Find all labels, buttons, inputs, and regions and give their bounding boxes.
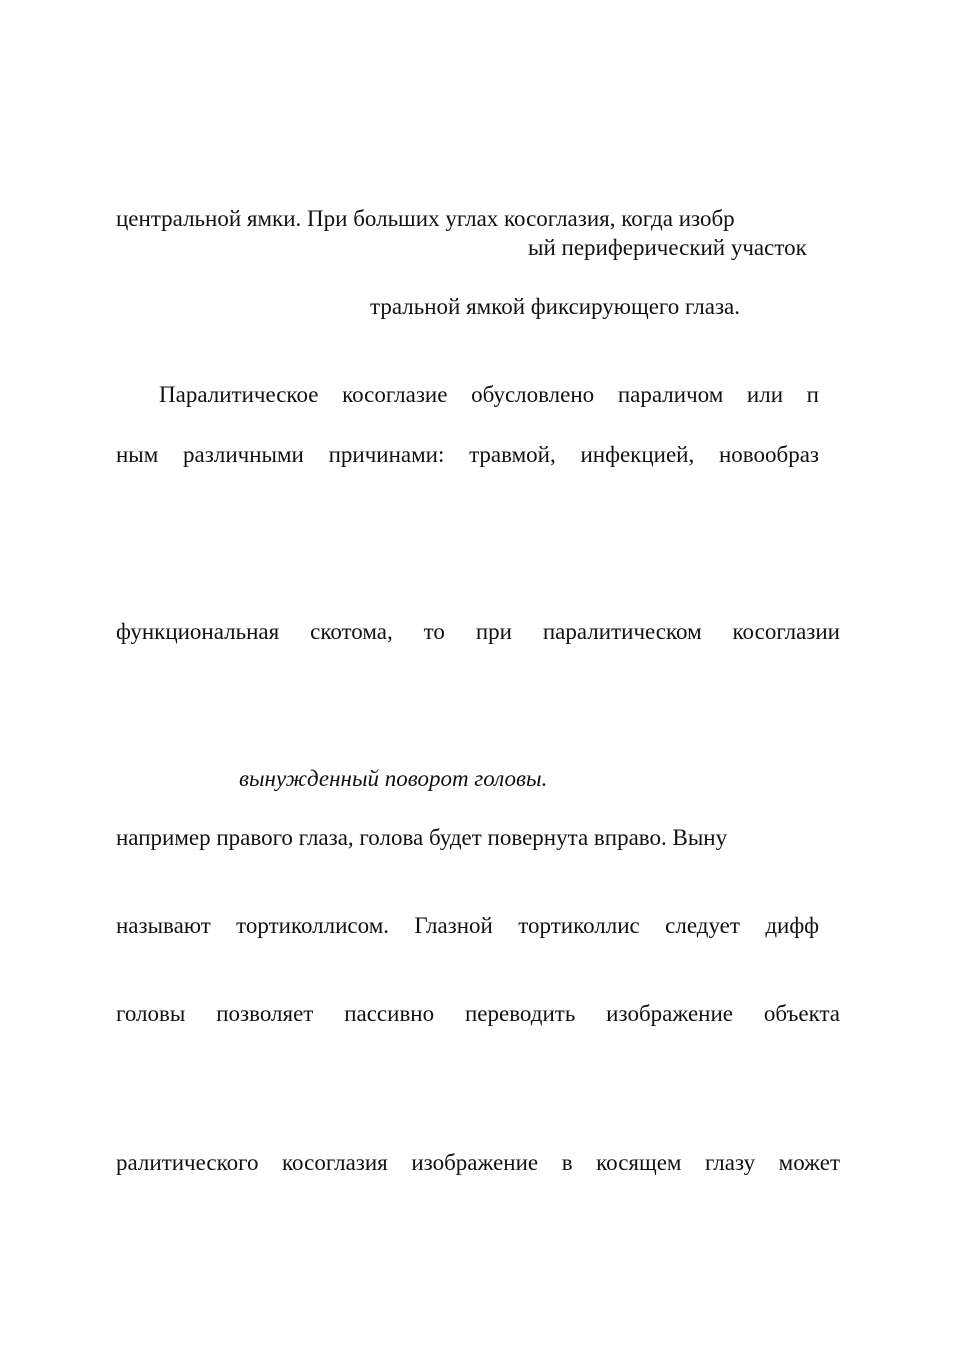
text-line-5: ным различными причинами: травмой, инфекцией, новообраз bbox=[116, 442, 819, 467]
text-line-2: ый периферический участок bbox=[528, 235, 807, 260]
text-line-1: центральной ямки. При больших углах косоглазия, когда изобр bbox=[116, 206, 735, 231]
text-line-9: называют тортиколлисом. Глазной тортиколлис следует дифф bbox=[116, 913, 819, 938]
text-line-8: например правого глаза, голова будет повернута вправо. Выну bbox=[116, 825, 728, 850]
text-line-4: Паралитическое косоглазие обусловлено параличом или п bbox=[159, 382, 819, 407]
text-line-10: головы позволяет пассивно переводить изображение объекта bbox=[116, 1001, 840, 1026]
text-line-11: ралитического косоглазия изображение в косящем глазу может bbox=[116, 1150, 840, 1175]
text-line-6: функциональная скотома, то при паралитическом косоглазии bbox=[116, 619, 840, 644]
text-line-7-italic: вынужденный поворот головы. bbox=[239, 766, 548, 791]
text-line-3: тральной ямкой фиксирующего глаза. bbox=[370, 294, 741, 319]
